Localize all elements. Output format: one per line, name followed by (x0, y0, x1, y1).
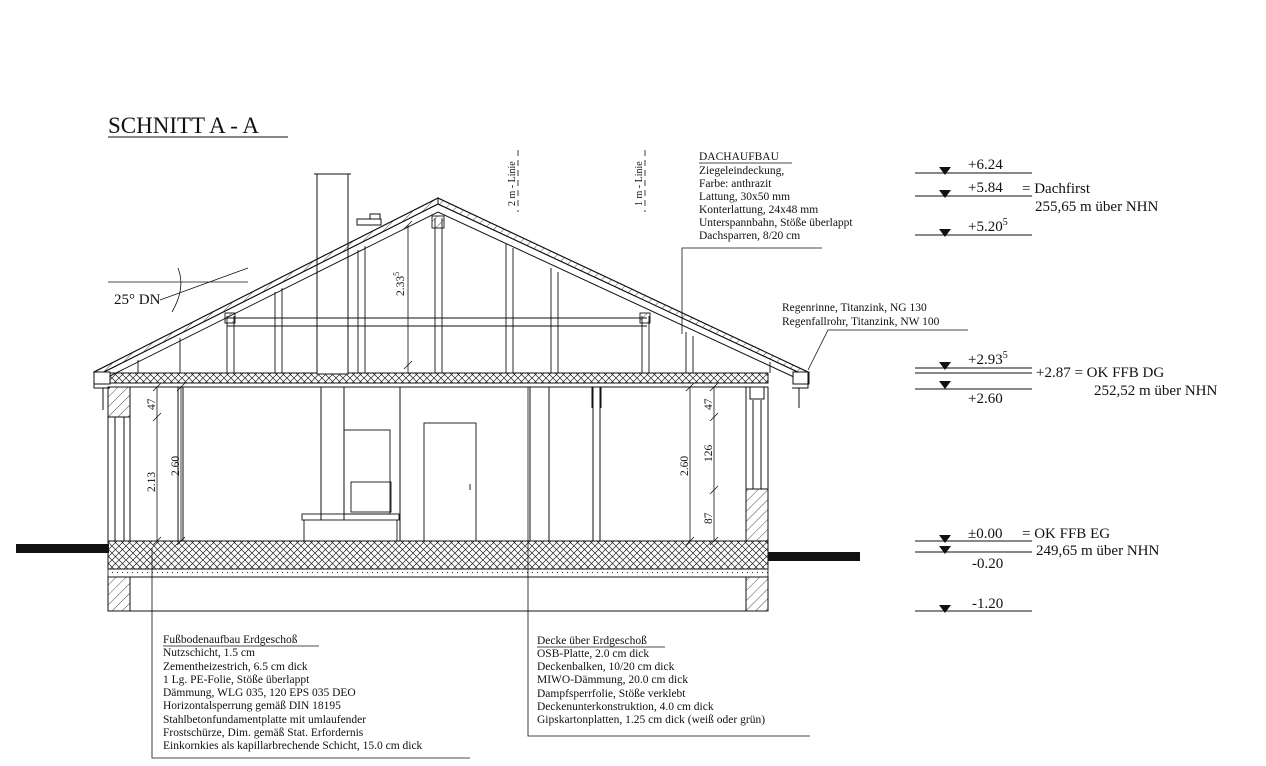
dim-right-87: 87 (703, 512, 715, 524)
walls (108, 387, 768, 541)
line-1m-label: 1 m - Linie (634, 161, 645, 206)
dim-right-47: 47 (703, 398, 715, 410)
floor-layer-3: 1 Lg. PE-Folie, Stöße überlappt (163, 674, 310, 686)
height-limit-lines (518, 150, 645, 212)
roof-layer-3: Lattung, 30x50 mm (699, 191, 791, 203)
dim-left-47: 47 (146, 398, 158, 410)
roof-layer-2: Farbe: anthrazit (699, 178, 772, 190)
floor-build-heading: Fußbodenaufbau Erdgeschoß (163, 634, 298, 646)
attic-height-value: 2.33$^5$ (392, 271, 407, 296)
level-584: +5.84 (968, 180, 1003, 196)
chimney (314, 174, 351, 520)
dim-left-213: 2.13 (146, 471, 158, 492)
ceiling-layer-4: Dampfsperrfolie, Stöße verklebt (537, 688, 686, 700)
dim-right-260: 2.60 (679, 455, 691, 476)
roof-layer-6: Dachsparren, 8/20 cm (699, 230, 801, 242)
level-260: +2.60 (968, 391, 1003, 407)
level-triangles (939, 167, 951, 613)
drawing-title: SCHNITT A - A (108, 113, 260, 138)
level-520: $+5.20^5$ (968, 217, 1008, 235)
gutter-note-2: Regenfallrohr, Titanzink, NW 100 (782, 316, 940, 328)
floor-layer-8: Einkornkies als kapillarbrechende Schicht, 15.0 cm dick (163, 740, 423, 752)
ceiling-layer-3: MIWO-Dämmung, 20.0 cm dick (537, 674, 689, 686)
floor-layer-6: Stahlbetonfundamentplatte mit umlaufender (163, 714, 367, 726)
level-624: +6.24 (968, 157, 1003, 173)
dim-left-260: 2.60 (170, 455, 182, 476)
floor-layer-5: Horizontalsperrung gemäß DIN 18195 (163, 700, 341, 712)
roof-layer-4: Konterlattung, 24x48 mm (699, 204, 819, 216)
roof-layer-1: Ziegeleindeckung, (699, 165, 785, 177)
floor-layer-2: Zementheizestrich, 6.5 cm dick (163, 661, 308, 673)
dim-right-126: 126 (703, 444, 715, 462)
level-020: -0.20 (972, 556, 1004, 572)
roof-pitch-label: 25° DN (114, 292, 161, 308)
door (424, 423, 476, 541)
level-dachfirst: = Dachfirst (1022, 181, 1091, 197)
ceiling-build-heading: Decke über Erdgeschoß (537, 635, 647, 647)
roof-build-heading: DACHAUFBAU (699, 151, 779, 163)
attic-height-dim (404, 221, 412, 373)
ceiling-layer-1: OSB-Platte, 2.0 cm dick (537, 648, 650, 660)
level-000: ±0.00 (968, 526, 1003, 542)
ceiling-layer-5: Deckenunterkonstruktion, 4.0 cm dick (537, 701, 714, 713)
floor-layer-1: Nutzschicht, 1.5 cm (163, 647, 255, 659)
level-dachfirst-nhn: 255,65 m über NHN (1035, 199, 1159, 215)
level-okffbeg-nhn: 249,65 m über NHN (1036, 543, 1160, 559)
gutter-note-1: Regenrinne, Titanzink, NG 130 (782, 302, 927, 314)
ground-right (768, 552, 860, 561)
roof-layer-5: Unterspannbahn, Stöße überlappt (699, 217, 853, 229)
level-293: $+2.93^5$ (968, 350, 1008, 368)
level-okffbeg: = OK FFB EG (1022, 526, 1111, 542)
level-287-nhn: 252,52 m über NHN (1094, 383, 1218, 399)
ceiling-slab (108, 373, 768, 387)
floor-layer-4: Dämmung, WLG 035, 120 EPS 035 DEO (163, 687, 356, 699)
ceiling-layer-6: Gipskartonplatten, 1.25 cm dick (weiß oder grün) (537, 714, 766, 726)
ground-left (16, 544, 109, 553)
foundation (108, 541, 768, 611)
level-120: -1.20 (972, 596, 1004, 612)
attic-structure (138, 216, 770, 373)
line-2m-label: 2 m - Linie (507, 161, 518, 206)
floor-layer-7: Frostschürze, Dim. gemäß Stat. Erfordernis (163, 727, 364, 739)
level-287: +2.87 = OK FFB DG (1036, 365, 1165, 381)
ceiling-layer-2: Deckenbalken, 10/20 cm dick (537, 661, 675, 673)
stove (302, 430, 399, 541)
